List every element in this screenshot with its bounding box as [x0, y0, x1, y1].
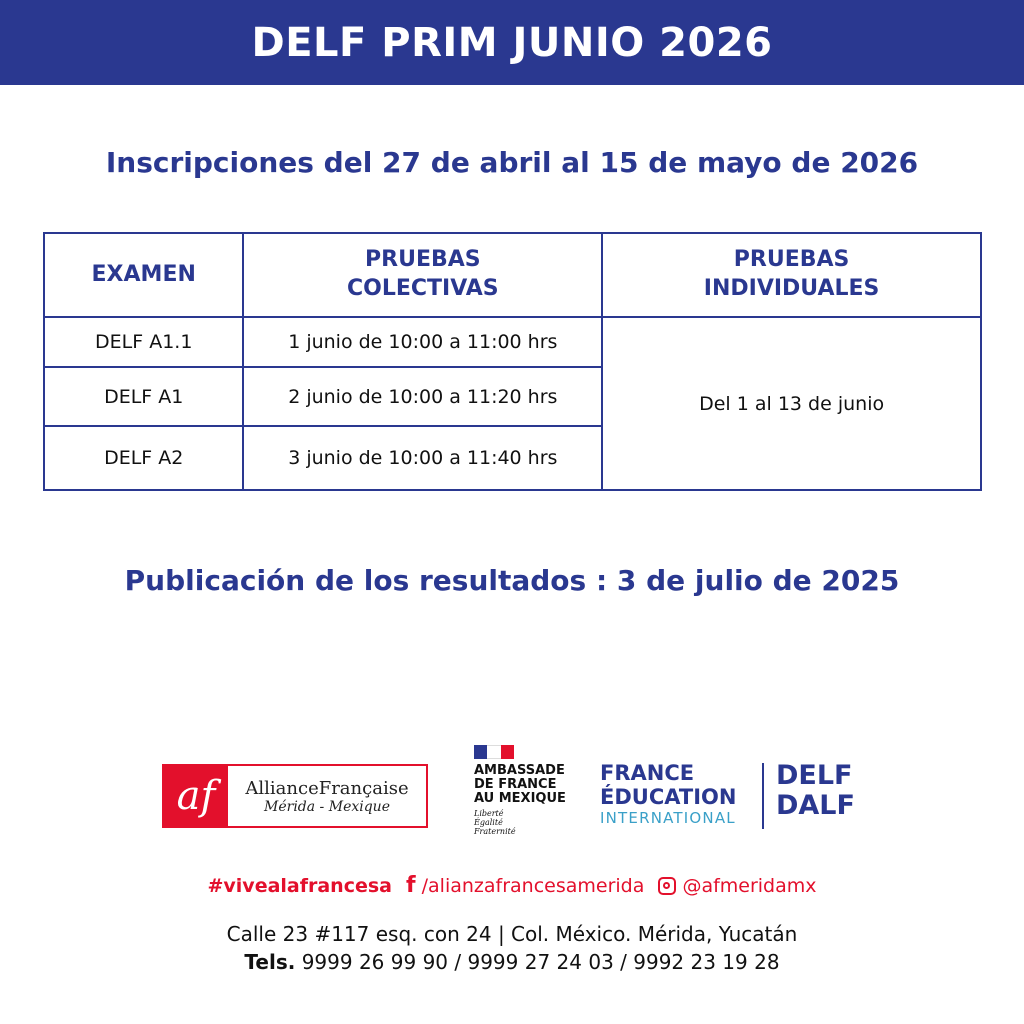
alliance-francaise-logo: [162, 764, 428, 828]
af-city: Mérida - Mexique: [264, 798, 390, 815]
header-individual: PRUEBAS INDIVIDUALES: [602, 233, 981, 317]
hashtag: #vivealafrancesa: [207, 874, 392, 897]
phone-numbers: Tels. 9999 26 99 90 / 9999 27 24 03 / 9992 23 19 28: [244, 950, 780, 974]
header-banner: [0, 0, 1024, 85]
exam-cell: DELF A1.1: [44, 317, 243, 367]
individual-cell: Del 1 al 13 de junio: [602, 317, 981, 490]
af-mark: af: [164, 766, 228, 826]
exam-schedule-table: [43, 232, 982, 491]
france-education-international-logo: FRANCE ÉDUCATION INTERNATIONAL: [600, 761, 737, 827]
social-links: [0, 873, 1024, 898]
exam-cell: DELF A2: [44, 426, 243, 490]
exam-cell: DELF A1: [44, 367, 243, 426]
collective-cell: 1 junio de 10:00 a 11:00 hrs: [243, 317, 602, 367]
instagram-link[interactable]: @afmeridamx: [658, 875, 816, 897]
address: Calle 23 #117 esq. con 24 | Col. México. Mérida, Yucatán: [226, 922, 798, 946]
results-date: Publicación de los resultados : 3 de julio de 2025: [124, 564, 900, 597]
phones-label: Tels.: [244, 950, 296, 974]
embassy-logo: AMBASSADE DE FRANCE AU MEXIQUE Liberté Égalité Fraternité: [474, 745, 584, 845]
table-header-row: [44, 233, 981, 317]
af-name: AllianceFrançaise: [245, 777, 409, 799]
registration-dates: Inscripciones del 27 de abril al 15 de mayo de 2026: [105, 146, 919, 179]
collective-cell: 2 junio de 10:00 a 11:20 hrs: [243, 367, 602, 426]
facebook-icon: f: [406, 873, 416, 898]
page-title: DELF PRIM JUNIO 2026: [251, 19, 773, 66]
logo-divider: [762, 763, 764, 829]
header-collective: PRUEBAS COLECTIVAS: [243, 233, 602, 317]
table-row: [44, 317, 981, 367]
delf-dalf-logo: DELF DALF: [776, 760, 855, 821]
header-exam: EXAMEN: [44, 233, 243, 317]
collective-cell: 3 junio de 10:00 a 11:40 hrs: [243, 426, 602, 490]
facebook-link[interactable]: f /alianzafrancesamerida: [406, 873, 645, 898]
instagram-icon: [658, 877, 676, 895]
french-flag-icon: [474, 745, 514, 759]
